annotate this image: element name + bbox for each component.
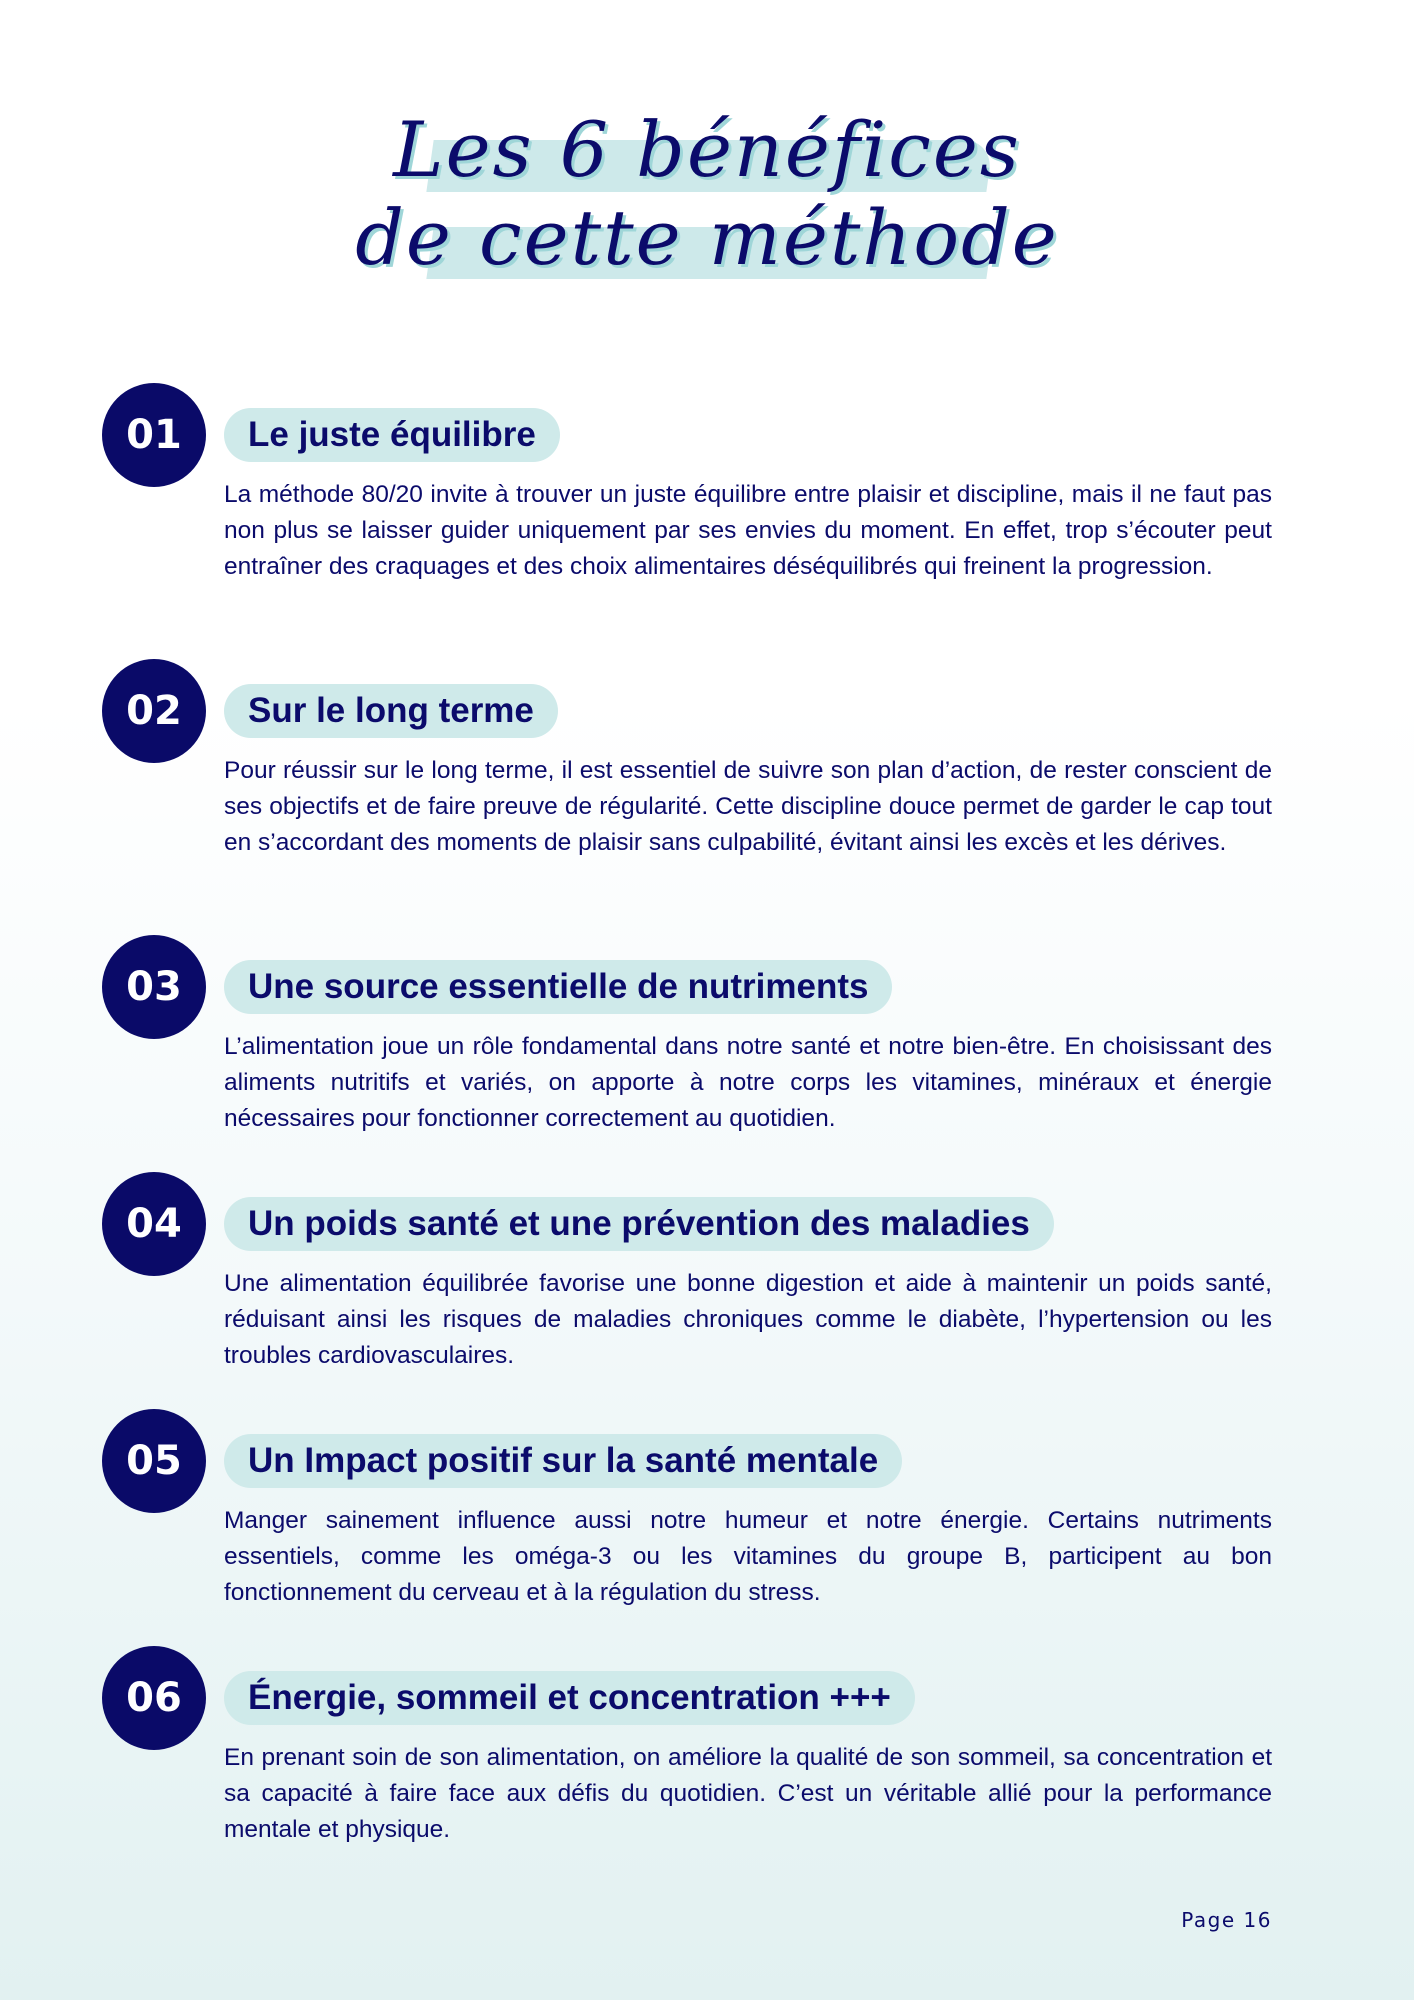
benefit-text: L’alimentation joue un rôle fondamental dans notre santé et notre bien-être. En choisissant des aliments nutritifs et variés, on apporte à notre corps les vitamines, minéraux et énergie nécessaires pour fonctionner correctement au quotidien. (224, 1033, 1272, 1132)
number-badge: 05 (102, 1409, 206, 1513)
page-title-line-1: Les 6 bénéfices (393, 105, 1021, 194)
page-title-line-2: de cette méthode (355, 193, 1059, 282)
benefit-heading: Une source essentielle de nutriments (224, 960, 892, 1014)
number-badge: 03 (102, 935, 206, 1039)
number-badge: 04 (102, 1172, 206, 1276)
number-badge: 06 (102, 1646, 206, 1750)
benefit-heading: Un poids santé et une prévention des maladies (224, 1197, 1054, 1251)
benefit-heading: Sur le long terme (224, 684, 558, 738)
benefit-heading: Un Impact positif sur la santé mentale (224, 1434, 902, 1488)
benefit-text: Pour réussir sur le long terme, il est essentiel de suivre son plan d’action, de rester conscient de ses objectifs et de faire preuve de régularité. Cette discipline douce permet de garder le cap tout en s’accordant des moments de plaisir sans culpabilité, évitant ainsi les excès et les dérives. (224, 757, 1272, 856)
benefit-heading: Énergie, sommeil et concentration +++ (224, 1671, 915, 1725)
benefit-heading: Le juste équilibre (224, 408, 560, 462)
benefit-text: La méthode 80/20 invite à trouver un juste équilibre entre plaisir et discipline, mais il ne faut pas non plus se laisser guider uniquement par ses envies du moment. En effet, trop s’écouter peut entraîner des craquages et des choix alimentaires déséquilibrés qui freinent la progression. (224, 481, 1272, 580)
page-number: Page 16 (1181, 1908, 1272, 1932)
number-badge: 02 (102, 659, 206, 763)
benefit-text: Une alimentation équilibrée favorise une bonne digestion et aide à maintenir un poids santé, réduisant ainsi les risques de maladies chroniques comme le diabète, l’hypertension ou les troubles cardiovasculaires. (224, 1270, 1272, 1369)
benefit-text: Manger sainement influence aussi notre humeur et notre énergie. Certains nutriments essentiels, comme les oméga-3 ou les vitamines du groupe B, participent au bon fonctionnement du cerveau et à la régulation du stress. (224, 1507, 1272, 1606)
benefit-text: En prenant soin de son alimentation, on améliore la qualité de son sommeil, sa concentration et sa capacité à faire face aux défis du quotidien. C’est un véritable allié pour la performance mentale et physique. (224, 1744, 1272, 1843)
number-badge: 01 (102, 383, 206, 487)
